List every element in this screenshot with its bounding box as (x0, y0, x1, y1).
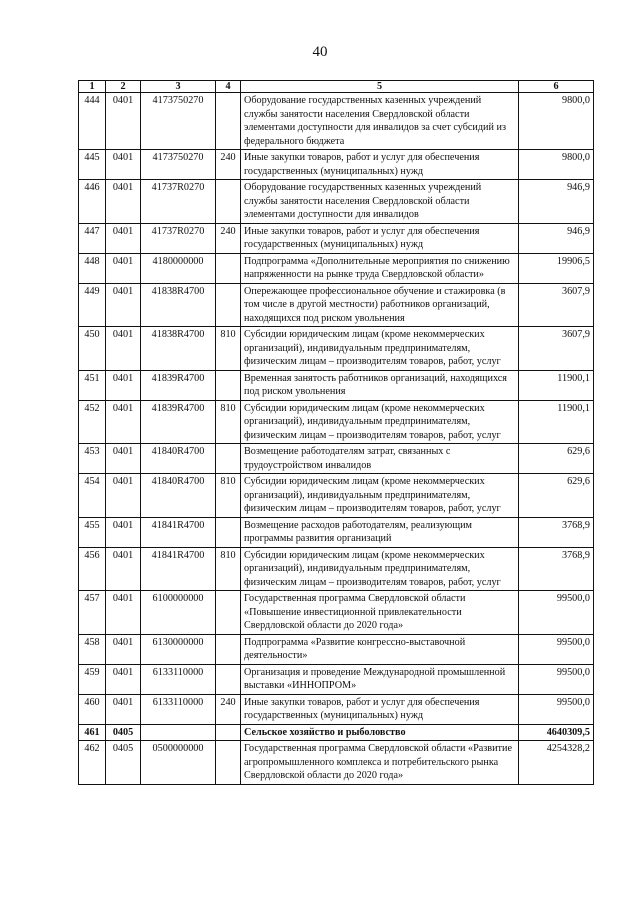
item-name: Опережающее профессиональное обучение и стажировка (в том числе в другой местности) работников организаций, находящихся под риском увольнения (241, 283, 519, 327)
table-row (79, 474, 594, 518)
section-code: 0401 (106, 180, 141, 224)
expense-type (216, 724, 241, 741)
expense-type: 810 (216, 327, 241, 371)
expense-type (216, 634, 241, 664)
row-number: 458 (79, 634, 106, 664)
target-code: 4173750270 (141, 150, 216, 180)
amount: 19906,5 (519, 253, 594, 283)
expense-type (216, 253, 241, 283)
row-number: 451 (79, 370, 106, 400)
row-number: 447 (79, 223, 106, 253)
row-number: 456 (79, 547, 106, 591)
row-number: 445 (79, 150, 106, 180)
section-code: 0401 (106, 223, 141, 253)
amount: 99500,0 (519, 664, 594, 694)
section-code: 0401 (106, 93, 141, 150)
table-row (79, 150, 594, 180)
table-row (79, 724, 594, 741)
section-code: 0405 (106, 741, 141, 785)
target-code: 41839R4700 (141, 370, 216, 400)
section-code: 0401 (106, 150, 141, 180)
expense-type (216, 741, 241, 785)
item-name: Оборудование государственных казенных учреждений службы занятости населения Свердловской области элементами доступности для инвалидов (241, 180, 519, 224)
amount: 99500,0 (519, 634, 594, 664)
target-code: 0500000000 (141, 741, 216, 785)
row-number: 461 (79, 724, 106, 741)
table-row (79, 591, 594, 635)
item-name: Субсидии юридическим лицам (кроме некоммерческих организаций), индивидуальным предпринимателям, физическим лицам – производителям товаров, работ, услуг (241, 547, 519, 591)
expense-type (216, 283, 241, 327)
budget-table (78, 80, 594, 785)
expense-type (216, 664, 241, 694)
amount: 9800,0 (519, 150, 594, 180)
table-row (79, 694, 594, 724)
item-name: Субсидии юридическим лицам (кроме некоммерческих организаций), индивидуальным предпринимателям, физическим лицам – производителям товаров, работ, услуг (241, 327, 519, 371)
amount: 4640309,5 (519, 724, 594, 741)
target-code: 6133110000 (141, 664, 216, 694)
table-row (79, 180, 594, 224)
section-code: 0401 (106, 591, 141, 635)
target-code: 41838R4700 (141, 283, 216, 327)
table-row (79, 370, 594, 400)
table-row (79, 283, 594, 327)
target-code: 41841R4700 (141, 547, 216, 591)
expense-type (216, 180, 241, 224)
expense-type: 810 (216, 547, 241, 591)
row-number: 457 (79, 591, 106, 635)
target-code: 41737R0270 (141, 223, 216, 253)
row-number: 452 (79, 400, 106, 444)
amount: 4254328,2 (519, 741, 594, 785)
section-code: 0401 (106, 327, 141, 371)
table-row (79, 400, 594, 444)
item-name: Государственная программа Свердловской области «Повышение инвестиционной привлекательности Свердловской области до 2020 года» (241, 591, 519, 635)
item-name: Подпрограмма «Дополнительные мероприятия по снижению напряженности на рынке труда Свердловской области» (241, 253, 519, 283)
item-name: Возмещение работодателям затрат, связанных с трудоустройством инвалидов (241, 444, 519, 474)
row-number: 460 (79, 694, 106, 724)
section-code: 0401 (106, 253, 141, 283)
expense-type (216, 93, 241, 150)
row-number: 459 (79, 664, 106, 694)
table-row (79, 741, 594, 785)
section-code: 0401 (106, 474, 141, 518)
expense-type (216, 517, 241, 547)
amount: 99500,0 (519, 591, 594, 635)
table-body (79, 93, 594, 785)
section-code: 0401 (106, 283, 141, 327)
expense-type (216, 444, 241, 474)
target-code: 41841R4700 (141, 517, 216, 547)
table-row (79, 444, 594, 474)
target-code: 41839R4700 (141, 400, 216, 444)
item-name: Субсидии юридическим лицам (кроме некоммерческих организаций), индивидуальным предпринимателям, физическим лицам – производителям товаров, работ, услуг (241, 400, 519, 444)
section-code: 0401 (106, 370, 141, 400)
row-number: 448 (79, 253, 106, 283)
amount: 946,9 (519, 180, 594, 224)
table-row (79, 634, 594, 664)
target-code: 41838R4700 (141, 327, 216, 371)
section-code: 0405 (106, 724, 141, 741)
section-code: 0401 (106, 694, 141, 724)
amount: 3607,9 (519, 327, 594, 371)
item-name: Оборудование государственных казенных учреждений службы занятости населения Свердловской области элементами доступности для инвалидов за счет субсидий из федерального бюджета (241, 93, 519, 150)
table-row (79, 664, 594, 694)
row-number: 453 (79, 444, 106, 474)
item-name: Временная занятость работников организаций, находящихся под риском увольнения (241, 370, 519, 400)
row-number: 455 (79, 517, 106, 547)
header-col-6: 6 (519, 81, 594, 93)
expense-type: 240 (216, 150, 241, 180)
item-name: Иные закупки товаров, работ и услуг для обеспечения государственных (муниципальных) нужд (241, 150, 519, 180)
amount: 946,9 (519, 223, 594, 253)
table-row (79, 517, 594, 547)
section-code: 0401 (106, 547, 141, 591)
target-code: 6133110000 (141, 694, 216, 724)
table-row (79, 93, 594, 150)
row-number: 454 (79, 474, 106, 518)
table-header-row (79, 81, 594, 93)
section-code: 0401 (106, 664, 141, 694)
section-code: 0401 (106, 400, 141, 444)
section-code: 0401 (106, 634, 141, 664)
item-name: Государственная программа Свердловской области «Развитие агропромышленного комплекса и потребительского рынка Свердловской области до 2020 года» (241, 741, 519, 785)
amount: 9800,0 (519, 93, 594, 150)
target-code: 4173750270 (141, 93, 216, 150)
item-name: Иные закупки товаров, работ и услуг для обеспечения государственных (муниципальных) нужд (241, 223, 519, 253)
target-code: 6100000000 (141, 591, 216, 635)
amount: 3768,9 (519, 547, 594, 591)
table-row (79, 547, 594, 591)
item-name: Возмещение расходов работодателям, реализующим программы развития организаций (241, 517, 519, 547)
amount: 629,6 (519, 444, 594, 474)
item-name: Подпрограмма «Развитие конгрессно-выставочной деятельности» (241, 634, 519, 664)
expense-type: 240 (216, 694, 241, 724)
section-code: 0401 (106, 517, 141, 547)
header-col-1: 1 (79, 81, 106, 93)
expense-type: 240 (216, 223, 241, 253)
target-code (141, 724, 216, 741)
row-number: 462 (79, 741, 106, 785)
target-code: 4180000000 (141, 253, 216, 283)
item-name: Иные закупки товаров, работ и услуг для обеспечения государственных (муниципальных) нужд (241, 694, 519, 724)
amount: 629,6 (519, 474, 594, 518)
target-code: 41840R4700 (141, 474, 216, 518)
table-row (79, 327, 594, 371)
target-code: 41840R4700 (141, 444, 216, 474)
amount: 11900,1 (519, 400, 594, 444)
section-code: 0401 (106, 444, 141, 474)
item-name: Субсидии юридическим лицам (кроме некоммерческих организаций), индивидуальным предпринимателям, физическим лицам – производителям товаров, работ, услуг (241, 474, 519, 518)
table-row (79, 253, 594, 283)
page-number: 40 (312, 44, 328, 60)
target-code: 41737R0270 (141, 180, 216, 224)
row-number: 449 (79, 283, 106, 327)
amount: 11900,1 (519, 370, 594, 400)
expense-type (216, 370, 241, 400)
row-number: 446 (79, 180, 106, 224)
amount: 99500,0 (519, 694, 594, 724)
header-col-4: 4 (216, 81, 241, 93)
expense-type (216, 591, 241, 635)
item-name: Организация и проведение Международной промышленной выставки «ИННОПРОМ» (241, 664, 519, 694)
table-row (79, 223, 594, 253)
header-col-2: 2 (106, 81, 141, 93)
header-col-5: 5 (241, 81, 519, 93)
item-name: Сельское хозяйство и рыболовство (241, 724, 519, 741)
row-number: 444 (79, 93, 106, 150)
expense-type: 810 (216, 400, 241, 444)
row-number: 450 (79, 327, 106, 371)
header-col-3: 3 (141, 81, 216, 93)
target-code: 6130000000 (141, 634, 216, 664)
amount: 3768,9 (519, 517, 594, 547)
expense-type: 810 (216, 474, 241, 518)
amount: 3607,9 (519, 283, 594, 327)
